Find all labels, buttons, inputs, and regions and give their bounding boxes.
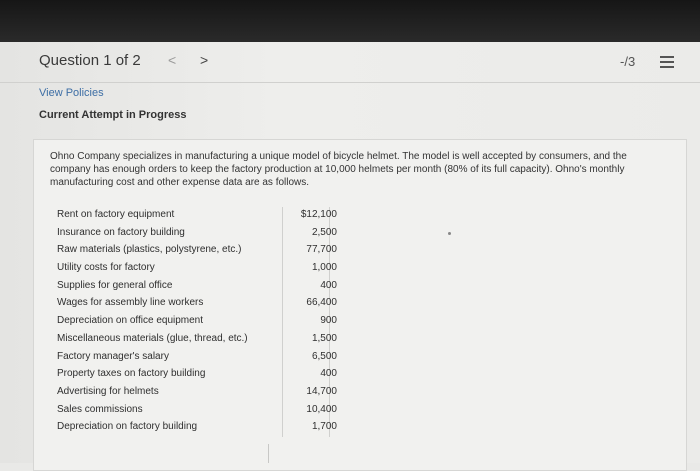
cost-value: 900 (320, 315, 337, 327)
cost-label: Supplies for general office (57, 279, 173, 291)
cost-label: Miscellaneous materials (glue, thread, etc.) (57, 332, 248, 344)
table-row (57, 366, 337, 384)
table-row (57, 384, 337, 402)
score-indicator: -/3 (620, 54, 636, 69)
table-row (57, 278, 337, 296)
table-row (57, 313, 337, 331)
cost-label: Advertising for helmets (57, 385, 159, 397)
cost-label: Depreciation on office equipment (57, 315, 204, 327)
cost-label: Insurance on factory building (57, 226, 185, 238)
cost-value: 6,500 (311, 350, 337, 362)
table-row (57, 419, 337, 437)
table-row (57, 225, 337, 243)
stray-dot (448, 232, 451, 235)
table-row (57, 242, 337, 260)
attempt-status: Current Attempt in Progress (39, 109, 187, 121)
cost-value: 1,500 (311, 332, 337, 344)
cost-label: Raw materials (plastics, polystyrene, etc.) (57, 244, 242, 256)
previous-question-button[interactable]: < (168, 52, 177, 68)
table-row (57, 349, 337, 367)
table-row (57, 331, 337, 349)
cost-table (57, 207, 337, 437)
cost-value: 14,700 (306, 385, 337, 397)
problem-text: Ohno Company specializes in manufacturing a unique model of bicycle helmet. The model is well accepted by consumers, and the company has enough orders to keep the factory production at 10,000 helmets per month (80% of its full capacity). Ohno's monthly manufacturing cost and other expense data are as follows. (50, 151, 627, 188)
cost-label: Property taxes on factory building (57, 368, 206, 380)
cost-value: 2,500 (311, 226, 337, 238)
table-row (57, 295, 337, 313)
cost-label: Factory manager's salary (57, 350, 169, 362)
view-policies-link[interactable]: View Policies (39, 87, 104, 99)
question-header (0, 42, 700, 83)
table-row (57, 402, 337, 420)
cost-value: 10,400 (306, 403, 337, 415)
table-row (57, 260, 337, 278)
text-cursor-mark (268, 444, 269, 463)
question-title: Question 1 of 2 (39, 52, 141, 69)
table-row (57, 207, 337, 225)
cost-label: Sales commissions (57, 403, 143, 415)
cost-label: Rent on factory equipment (57, 209, 175, 220)
cost-value: 1,700 (311, 421, 337, 433)
browser-top-bar (0, 0, 700, 42)
list-menu-icon[interactable] (660, 56, 674, 68)
cost-value: 400 (320, 368, 337, 380)
next-question-button[interactable]: > (200, 52, 209, 68)
cost-value: 1,000 (311, 262, 337, 274)
cost-value: $12,100 (300, 209, 337, 220)
cost-value: 66,400 (306, 297, 337, 309)
cost-value: 77,700 (306, 244, 337, 256)
cost-label: Utility costs for factory (57, 262, 155, 274)
cost-value: 400 (320, 279, 337, 291)
cost-label: Depreciation on factory building (57, 421, 198, 433)
cost-label: Wages for assembly line workers (57, 297, 204, 309)
